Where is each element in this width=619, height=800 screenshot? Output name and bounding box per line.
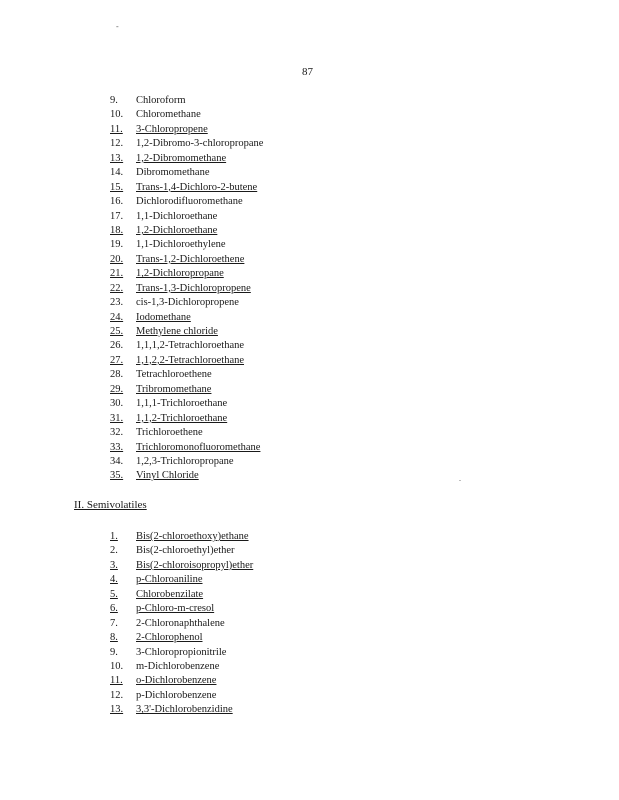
- list-item: [110, 383, 263, 397]
- list-item: [110, 311, 263, 325]
- item-number: 5.: [110, 588, 118, 600]
- list-item: [110, 397, 263, 411]
- list-item: [110, 123, 263, 137]
- list-item: [110, 469, 263, 483]
- compound-name: o-Dichlorobenzene: [136, 675, 217, 687]
- item-number: 12.: [110, 689, 124, 701]
- list-item: [110, 455, 263, 469]
- item-number: 10.: [110, 660, 124, 672]
- list-item: [110, 181, 263, 195]
- compound-name: 1,2-Dichloropropane: [136, 268, 224, 280]
- list-item: [110, 412, 263, 426]
- list-item: [110, 703, 253, 717]
- item-number: 6.: [110, 603, 118, 615]
- compound-name: p-Dichlorobenzene: [136, 689, 217, 701]
- compound-name: 2-Chloronaphthalene: [136, 617, 225, 629]
- item-number: 11.: [110, 675, 123, 687]
- compound-name: m-Dichlorobenzene: [136, 660, 220, 672]
- list-item: [110, 224, 263, 238]
- compound-name: cis-1,3-Dichloropropene: [136, 297, 239, 309]
- compound-name: Trans-1,3-Dichloropropene: [136, 282, 251, 294]
- compound-name: p-Chloroaniline: [136, 574, 203, 586]
- list-item: [110, 94, 263, 108]
- item-number: 3.: [110, 559, 118, 571]
- compound-name: Iodomethane: [136, 311, 191, 323]
- compound-name: p-Chloro-m-cresol: [136, 603, 215, 615]
- item-number: 31.: [110, 412, 124, 424]
- list-item: [110, 210, 263, 224]
- compound-name: Bis(2-chloroisopropyl)ether: [136, 559, 254, 571]
- item-number: 8.: [110, 632, 118, 644]
- compound-name: Trans-1,2-Dichloroethene: [136, 253, 245, 265]
- compound-name: Dibromomethane: [136, 167, 210, 179]
- item-number: 19.: [110, 239, 124, 251]
- list-item: [110, 674, 253, 688]
- item-number: 4.: [110, 574, 118, 586]
- item-number: 23.: [110, 297, 124, 309]
- list-item: [110, 602, 253, 616]
- compound-name: 1,2-Dibromomethane: [136, 152, 227, 164]
- item-number: 29.: [110, 383, 124, 395]
- item-number: 17.: [110, 210, 124, 222]
- list-item: [110, 689, 253, 703]
- list-item: [110, 588, 253, 602]
- compound-name: Trans-1,4-Dichloro-2-butene: [136, 181, 258, 193]
- list-item: [110, 195, 263, 209]
- item-number: 15.: [110, 181, 124, 193]
- item-number: 25.: [110, 326, 124, 337]
- item-number: 1.: [110, 531, 118, 542]
- item-number: 32.: [110, 427, 124, 439]
- list-item: [110, 559, 253, 573]
- compound-name: 1,1,1,2-Tetrachloroethane: [136, 340, 245, 352]
- volatiles-list: [110, 94, 263, 484]
- list-item: [110, 325, 263, 339]
- compound-name: 2-Chlorophenol: [136, 632, 203, 644]
- item-number: 28.: [110, 369, 124, 381]
- compound-name: Tetrachloroethene: [136, 369, 212, 381]
- item-number: 27.: [110, 354, 124, 366]
- list-item: [110, 238, 263, 252]
- list-item: [110, 426, 263, 440]
- item-number: 21.: [110, 268, 124, 280]
- section-heading-semivolatiles: II. Semivolatiles: [74, 499, 147, 511]
- compound-name: Trichloromonofluoromethane: [136, 441, 261, 453]
- item-number: 7.: [110, 617, 118, 629]
- item-number: 10.: [110, 109, 124, 121]
- stray-mark: .: [459, 474, 461, 483]
- compound-name: 1,2-Dibromo-3-chloropropane: [136, 138, 264, 150]
- item-number: 9.: [110, 646, 118, 658]
- compound-name: 3-Chloropropene: [136, 123, 208, 135]
- item-number: 30.: [110, 398, 124, 410]
- item-number: 22.: [110, 282, 124, 294]
- list-item: [110, 339, 263, 353]
- compound-name: Tribromomethane: [136, 383, 212, 395]
- compound-name: Bis(2-chloroethyl)ether: [136, 545, 235, 557]
- top-mark: -: [116, 22, 119, 31]
- list-item: [110, 368, 263, 382]
- page-number: 87: [302, 66, 313, 78]
- item-number: 14.: [110, 167, 124, 179]
- item-number: 2.: [110, 545, 118, 557]
- list-item: [110, 660, 253, 674]
- compound-name: 3,3'-Dichlorobenzidine: [136, 704, 233, 716]
- list-item: [110, 166, 263, 180]
- item-number: 9.: [110, 95, 118, 106]
- item-number: 18.: [110, 224, 124, 236]
- item-number: 13.: [110, 152, 124, 164]
- item-number: 24.: [110, 311, 124, 323]
- compound-name: Chloromethane: [136, 109, 201, 121]
- list-item: [110, 354, 263, 368]
- compound-name: 1,1,2-Trichloroethane: [136, 412, 228, 424]
- item-number: 11.: [110, 123, 123, 135]
- list-item: [110, 282, 263, 296]
- item-number: 34.: [110, 455, 124, 467]
- list-item: [110, 267, 263, 281]
- compound-name: 1,2,3-Trichloropropane: [136, 455, 234, 467]
- list-item: [110, 441, 263, 455]
- compound-name: Vinyl Chloride: [136, 470, 199, 482]
- list-item: [110, 631, 253, 645]
- list-item: [110, 253, 263, 267]
- list-item: [110, 617, 253, 631]
- compound-name: Methylene chloride: [136, 326, 218, 337]
- list-item: [110, 137, 263, 151]
- list-item: [110, 646, 253, 660]
- compound-name: 1,1,2,2-Tetrachloroethane: [136, 354, 245, 366]
- item-number: 33.: [110, 441, 124, 453]
- list-item: [110, 573, 253, 587]
- compound-name: 1,1-Dichloroethane: [136, 210, 218, 222]
- item-number: 12.: [110, 138, 124, 150]
- item-number: 35.: [110, 470, 124, 482]
- compound-name: Bis(2-chloroethoxy)ethane: [136, 531, 249, 542]
- compound-name: Chlorobenzilate: [136, 588, 204, 600]
- item-number: 20.: [110, 253, 124, 265]
- item-number: 13.: [110, 704, 124, 716]
- list-item: [110, 108, 263, 122]
- compound-name: Chloroform: [136, 95, 186, 106]
- compound-name: 3-Chloropropionitrile: [136, 646, 227, 658]
- list-item: [110, 296, 263, 310]
- list-item: [110, 530, 253, 544]
- item-number: 26.: [110, 340, 124, 352]
- list-item: [110, 544, 253, 558]
- semivolatiles-list: [110, 530, 253, 718]
- compound-name: 1,1,1-Trichloroethane: [136, 398, 228, 410]
- compound-name: 1,1-Dichloroethylene: [136, 239, 226, 251]
- compound-name: Dichlorodifluoromethane: [136, 196, 243, 208]
- compound-name: 1,2-Dichloroethane: [136, 224, 218, 236]
- list-item: [110, 152, 263, 166]
- item-number: 16.: [110, 196, 124, 208]
- compound-name: Trichloroethene: [136, 427, 203, 439]
